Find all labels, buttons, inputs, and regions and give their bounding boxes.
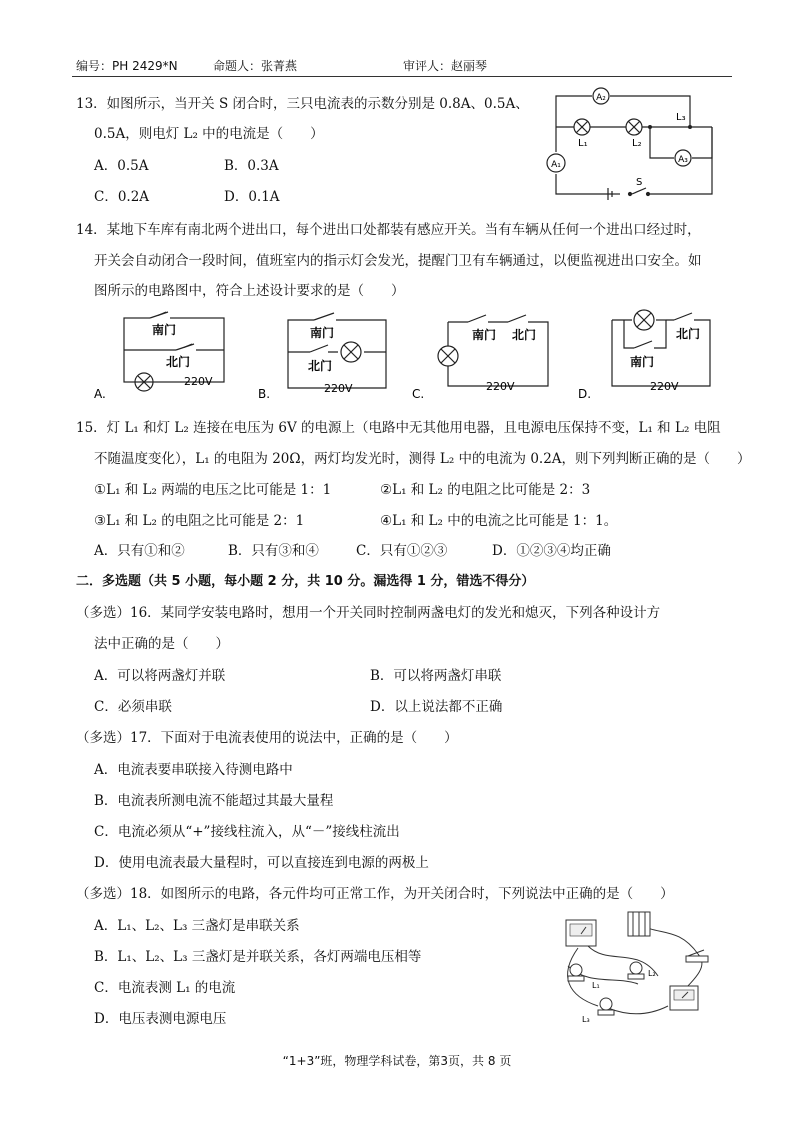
q14a-option-label: A. [94,387,106,401]
q15-statement-1: ①L₁ 和 L₂ 两端的电压之比可能是 1：1 [94,482,332,498]
q17-option-a: A．电流表要串联接入待测电路中 [94,762,293,778]
q14-figure-c [410,310,556,402]
q17-line1: （多选）17．下面对于电流表使用的说法中，正确的是（ ） [76,730,458,746]
q14d-option-label: D. [578,387,592,401]
q14-figure-d [576,306,722,402]
exam-code: 编号：PH 2429*N [76,59,178,73]
q13-label-a1: A₁ [551,160,561,170]
q13-circuit-diagram [540,84,724,202]
q13-option-a: A．0.5A [94,158,149,174]
q15-statement-2: ②L₁ 和 L₂ 的电阻之比可能是 2：3 [380,482,591,498]
q17-option-c: C．电流必须从“+”接线柱流入，从“－”接线柱流出 [94,824,400,840]
q18-line1: （多选）18．如图所示的电路，各元件均可正常工作，为开关闭合时，下列说法中正确的是（ ） [76,886,674,902]
q14c-option-label: C. [412,387,425,401]
q17-option-d: D．使用电流表最大量程时，可以直接连到电源的两极上 [94,855,429,871]
q17-option-b: B．电流表所测电流不能超过其最大量程 [94,793,334,809]
q14c-voltage: 220V [486,380,515,393]
q16-option-d: D．以上说法都不正确 [370,699,503,715]
q16-line1: （多选）16．某同学安装电路时，想用一个开关同时控制两盏电灯的发光和熄灭，下列各种设计方 [76,605,661,621]
q14b-north-label: 北门 [307,359,333,373]
section-2-heading: 二．多选题（共 5 小题，每小题 2 分，共 10 分。漏选得 1 分，错选不得分） [76,574,535,589]
q15-line2: 不随温度变化），L₁ 的电阻为 20Ω，两灯均发光时，测得 L₂ 中的电流为 0.2A，则下列判断正确的是（ ） [94,451,751,467]
q13-line2: 0.5A，则电灯 L₂ 中的电流是（ ） [94,126,324,142]
q14c-south-label: 南门 [471,328,497,342]
q13-option-c: C．0.2A [94,189,150,205]
q18-label-l1: L₁ [592,981,600,990]
q14d-voltage: 220V [650,380,679,393]
q14d-north-label: 北门 [675,327,701,341]
q14b-option-label: B. [258,387,271,401]
exam-reviewer: 审评人：赵丽琴 [403,59,488,73]
q13-label-a2: A₂ [596,93,606,103]
q14d-south-label: 南门 [629,355,655,369]
q18-label-l2: L₂ [648,969,656,978]
q13-label-l1: L₁ [578,138,588,149]
q13-label-a3: A₃ [678,155,688,165]
q15-statement-3: ③L₁ 和 L₂ 的电阻之比可能是 2：1 [94,513,305,529]
header-rule [72,76,732,77]
q18-option-d: D．电压表测电源电压 [94,1011,227,1027]
q16-option-a: A．可以将两盏灯并联 [94,668,226,684]
q18-option-a: A．L₁、L₂、L₃ 三盏灯是串联关系 [94,918,300,934]
ammeter-icon [566,920,596,946]
q18-circuit-illustration [548,906,726,1034]
q14a-north-label: 北门 [165,355,191,369]
q16-option-c: C．必须串联 [94,699,172,715]
switch-icon [686,950,708,962]
q15-line1: 15．灯 L₁ 和灯 L₂ 连接在电压为 6V 的电源上（电路中无其他用电器，且电源电压保持不变，L₁ 和 L₂ 电阻 [76,420,721,436]
q14-line1: 14．某地下车库有南北两个进出口，每个进出口处都装有感应开关。当有车辆从任何一个进出口经过时， [76,222,701,238]
q14b-south-label: 南门 [309,326,335,340]
q15-statement-4: ④L₁ 和 L₂ 中的电流之比可能是 1：1。 [380,513,618,529]
lamp-l3-icon [598,998,614,1015]
battery-icon [628,912,650,936]
q14-line3: 图所示的电路图中，符合上述设计要求的是（ ） [94,283,405,299]
q14-line2: 开关会自动闭合一段时间，值班室内的指示灯会发光，提醒门卫有车辆通过，以便监视进出口安全。如 [94,253,702,269]
q14-figure-a [92,310,242,402]
q16-option-b: B．可以将两盏灯串联 [370,668,502,684]
q14b-voltage: 220V [324,382,353,395]
q13-label-l2: L₂ [632,138,642,149]
q13-label-l3: L₃ [676,112,686,123]
q18-option-c: C．电流表测 L₁ 的电流 [94,980,236,996]
exam-author: 命题人：张菁燕 [213,59,298,73]
lamp-l1-icon [568,964,584,981]
q15-option-c: C．只有①②③ [356,543,448,559]
q13-option-b: B．0.3A [224,158,279,174]
q13-line1: 13．如图所示，当开关 S 闭合时，三只电流表的示数分别是 0.8A、0.5A、 [76,96,529,112]
q18-label-l3: L₃ [582,1015,590,1024]
voltmeter-icon [670,986,698,1010]
q13-label-s: S [636,177,643,188]
q16-line2: 法中正确的是（ ） [94,636,229,652]
page-footer: “1+3”班，物理学科试卷，第3页，共 8 页 [282,1054,512,1068]
q14a-south-label: 南门 [151,323,177,337]
q14a-voltage: 220V [184,375,213,388]
q15-option-b: B．只有③和④ [228,543,319,559]
lamp-l2-icon [628,962,644,979]
q14-figure-b [256,310,396,402]
q18-option-b: B．L₁、L₂、L₃ 三盏灯是并联关系，各灯两端电压相等 [94,949,422,965]
q13-option-d: D．0.1A [224,189,280,205]
q15-option-d: D．①②③④均正确 [492,543,611,559]
q14c-north-label: 北门 [511,328,537,342]
q15-option-a: A．只有①和② [94,543,185,559]
